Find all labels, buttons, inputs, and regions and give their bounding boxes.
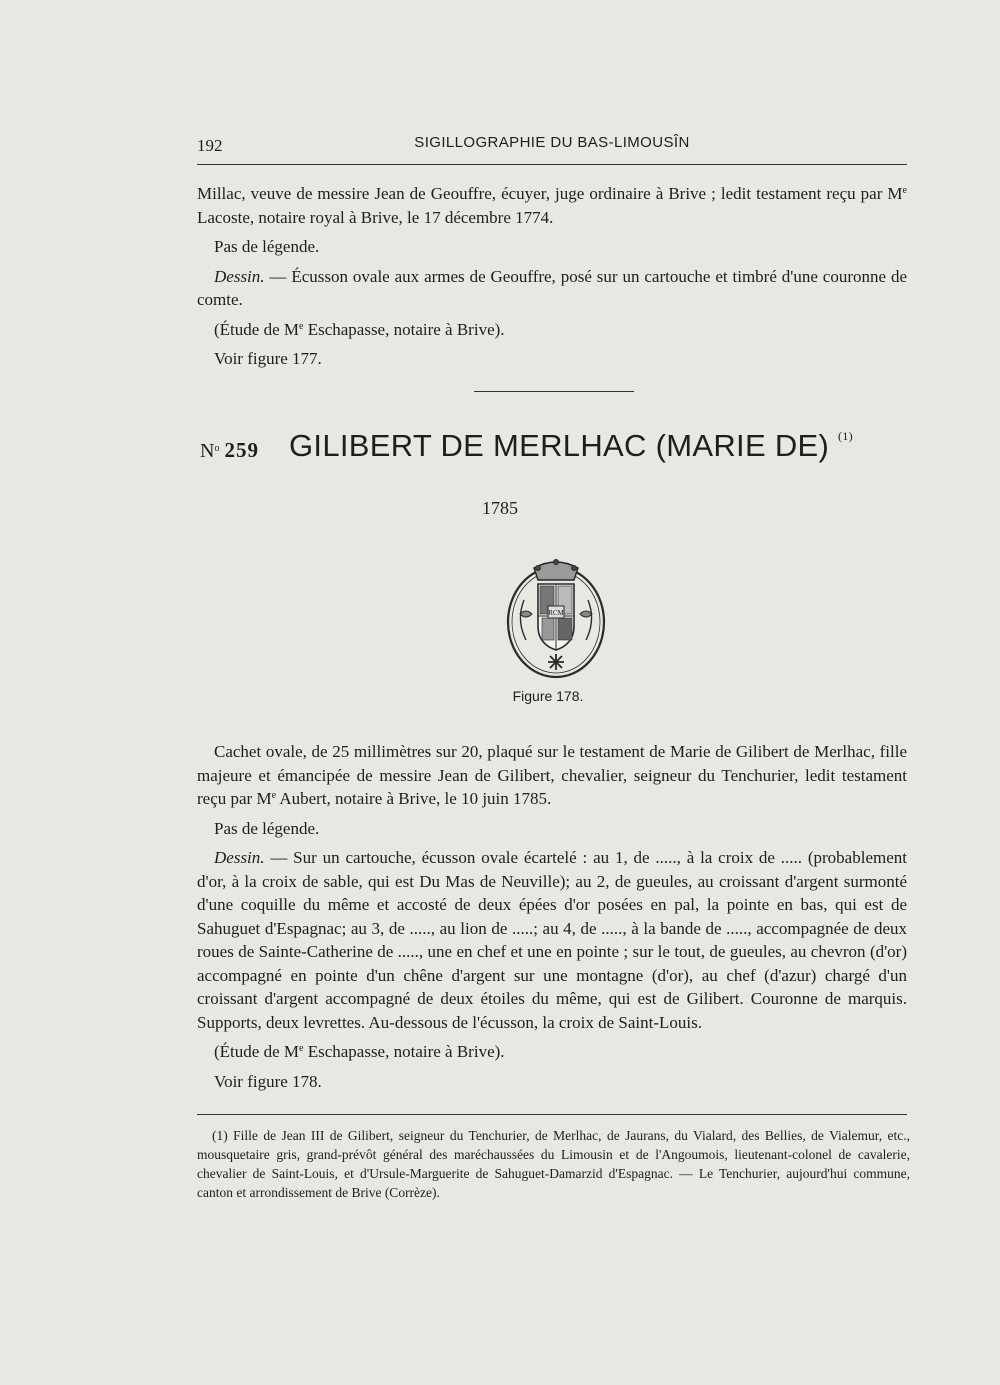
etude-line: (Étude de Me Eschapasse, notaire à Brive). [214,1042,505,1061]
running-head [197,132,907,162]
previous-entry-text [197,182,907,377]
figure-caption: Figure 178. [512,688,584,704]
continuation-paragraph: Millac, veuve de messire Jean de Geouffre, écuyer, juge ordinaire à Brive ; ledit testament reçu par Me Lacoste, notaire royal à Brive, le 17 décembre 1774. [197,184,907,227]
entry-body [197,740,907,1099]
entry-year: 1785 [482,498,518,518]
entry-heading [197,428,907,468]
dessin-paragraph: Dessin. — Écusson ovale aux armes de Geouffre, posé sur un cartouche et timbré d'une couronne de comte. [197,266,907,309]
running-title: SIGILLOGRAPHIE DU BAS-LIMOUSÎN [414,134,690,151]
legend-line: Pas de légende. [214,237,320,256]
section-separator [474,391,634,392]
entry-number: $N^o$ 259 [200,438,259,462]
etude-line: (Étude de Me Eschapasse, notaire à Brive). [214,319,505,339]
description-paragraph: Cachet ovale, de 25 millimètres sur 20, plaqué sur le testament de Marie de Gilibert de Merlhac, fille majeure et émancipée de messire Jean de Gilibert, chevalier, seigneur du Tenchurier, ledit testament reçu par Me Aubert, notaire à Brive, le 10 juin 1785. [197,742,907,808]
voir-figure-line: Voir figure 177. [214,349,322,368]
seal-inscription: RCM [548,609,564,617]
entry-title: GILIBERT DE MERLHAC (MARIE DE) $^{(1)}$ [289,428,853,463]
legend-line: Pas de légende. [214,818,320,838]
footnote-text: (1) Fille de Jean III de Gilibert, seigneur du Tenchurier, de Merlhac, de Jaurans, du Vialard, des Bellies, de Vialemur, etc., mousquetaire gris, grand-prévôt général des maréchaussées du Limousin et de l'Angoumois, lieutenant-colonel de cavalerie, chevalier de Saint-Louis, et d'Ursule-Marguerite de Sahuguet-Damarzid d'Espagnac. — Le Tenchurier, aujourd'hui commune, canton et arrondissement de Brive (Corrèze). [197,1128,910,1200]
footnote-ref: (1) [838,429,853,443]
voir-figure-line: Voir figure 178. [214,1071,322,1091]
page-number: 192 [197,136,223,155]
footnote-rule [197,1114,907,1115]
footnote [197,1126,910,1202]
dessin-paragraph: Dessin. — Sur un cartouche, écusson ovale écartelé : au 1, de ....., à la croix de ..... (probablement d'or, à la croix de sable, qui est Du Mas de Neuville); au 2, de gueules, au croissant d'argent surmonté d'une coquille du même et accosté de deux épées d'or posées en pal, la pointe en bas, qui est de Sahuguet d'Espagnac; au 3, de ....., au lion de .....; au 4, de ....., à la bande de ....., accompagnée de deux roues de Sainte-Catherine de ....., une en chef et une en pointe ; sur le tout, de gueules, au chevron (d'or) accompagné en pointe d'un chêne d'argent sur une montagne (d'or), au chef (d'azur) chargé d'un croissant d'argent accompagné de deux étoiles du même, qui est de Gilibert. Couronne de marquis. Supports, deux levrettes. Au-dessous de l'écusson, la croix de Saint-Louis. [197,848,907,1032]
seal-figure [504,558,608,680]
header-rule [197,164,907,165]
